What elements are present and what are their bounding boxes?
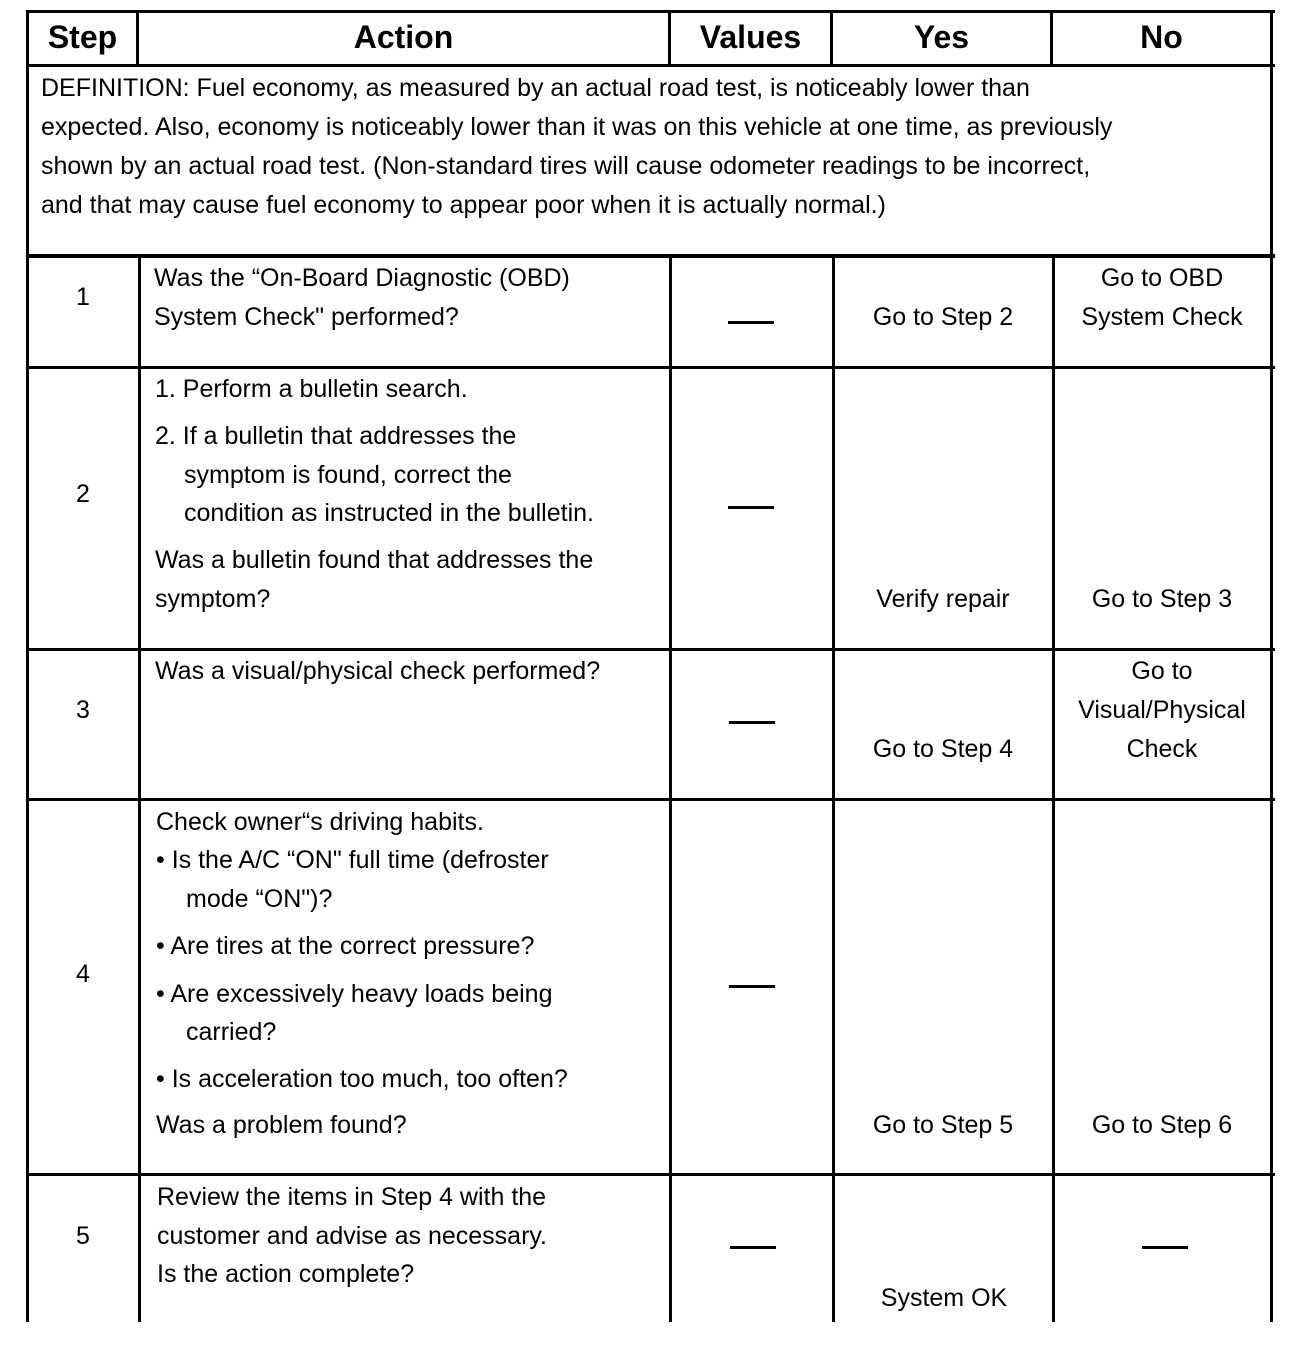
col-divider-values [832, 256, 835, 1322]
no-result: System Check [1081, 303, 1243, 331]
action-line: symptom? [155, 585, 271, 613]
step-number: 1 [76, 283, 90, 311]
header-yes: Yes [913, 19, 970, 55]
action-line: Was a visual/physical check performed? [155, 657, 601, 685]
action-line: • Is the A/C “ON" full time (defroster [156, 846, 549, 874]
action-line: Is the action complete? [157, 1260, 415, 1288]
yes-result: Verify repair [876, 585, 1010, 613]
no-empty-dash [1142, 1246, 1188, 1249]
action-line: 1. Perform a bulletin search. [155, 375, 468, 403]
header-bottom-border [26, 64, 1275, 67]
definition-bottom-border [26, 254, 1275, 258]
step-number: 2 [76, 480, 90, 508]
row-divider [26, 648, 1275, 651]
no-result: Visual/Physical [1078, 696, 1246, 724]
step-number: 4 [76, 960, 90, 988]
yes-result: Go to Step 4 [872, 735, 1014, 763]
header-step: Step [47, 19, 118, 55]
definition-line: expected. Also, economy is noticeably lower than it was on this vehicle at one time, as previously [41, 113, 1113, 141]
action-line: Was the “On-Board Diagnostic (OBD) [154, 264, 570, 292]
col-divider-yes [1052, 256, 1055, 1322]
action-line: • Is acceleration too much, too often? [156, 1065, 568, 1093]
values-empty-dash [728, 321, 774, 324]
action-line: Check owner“s driving habits. [156, 808, 484, 836]
table-left-border [26, 10, 29, 1322]
values-empty-dash [728, 506, 774, 509]
action-line: 2. If a bulletin that addresses the [155, 422, 517, 450]
action-line: • Are excessively heavy loads being [156, 980, 553, 1008]
values-empty-dash [729, 721, 775, 724]
action-line: customer and advise as necessary. [157, 1222, 548, 1250]
action-line: condition as instructed in the bulletin. [184, 499, 594, 527]
table-top-border [26, 10, 1275, 13]
step-number: 5 [76, 1222, 90, 1250]
yes-result: System OK [880, 1284, 1008, 1312]
header-action: Action [353, 19, 454, 55]
no-result: Go to Step 6 [1091, 1111, 1233, 1139]
no-result: Go to Step 3 [1091, 585, 1233, 613]
header-values: Values [699, 19, 802, 55]
action-line: carried? [186, 1018, 277, 1046]
action-line: Was a problem found? [156, 1111, 407, 1139]
action-line: Review the items in Step 4 with the [157, 1183, 547, 1211]
yes-result: Go to Step 5 [872, 1111, 1014, 1139]
action-line: symptom is found, correct the [184, 461, 512, 489]
action-line: Was a bulletin found that addresses the [155, 546, 594, 574]
no-result: Check [1126, 735, 1198, 763]
values-empty-dash [730, 1246, 776, 1249]
col-divider-action [669, 256, 672, 1322]
step-number: 3 [76, 696, 90, 724]
action-line: • Are tires at the correct pressure? [156, 932, 535, 960]
row-divider [26, 1173, 1275, 1176]
yes-result: Go to Step 2 [872, 303, 1014, 331]
definition-line: DEFINITION: Fuel economy, as measured by an actual road test, is noticeably lower than [41, 74, 1030, 102]
action-line: mode “ON")? [186, 885, 333, 913]
row-divider [26, 798, 1275, 801]
no-result: Go to OBD [1100, 264, 1224, 292]
table-right-border [1270, 10, 1273, 1322]
values-empty-dash [729, 985, 775, 988]
definition-line: and that may cause fuel economy to appear poor when it is actually normal.) [41, 191, 886, 219]
definition-line: shown by an actual road test. (Non-standard tires will cause odometer readings to be incorrect, [41, 152, 1091, 180]
header-no: No [1140, 19, 1183, 55]
col-divider-step [138, 256, 141, 1322]
action-line: System Check" performed? [154, 303, 459, 331]
no-result: Go to [1131, 657, 1193, 685]
row-divider [26, 366, 1275, 369]
